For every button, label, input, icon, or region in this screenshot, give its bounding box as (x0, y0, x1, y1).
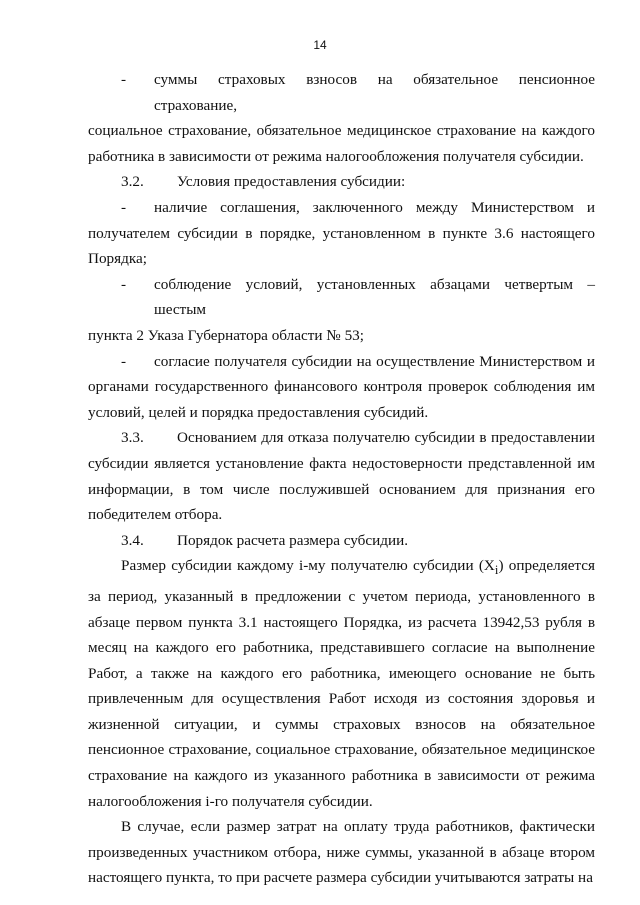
clause-number: 3.4. (121, 531, 144, 549)
clause-heading: Порядок расчета размера субсидии. (177, 531, 409, 549)
clause-number: 3.3. (121, 429, 144, 447)
clause-number: 3.2. (121, 173, 144, 191)
paragraph-continuation: пункта 2 Указа Губернатора области № 53; (88, 326, 364, 344)
list-dash: - (121, 71, 127, 88)
paragraph-continuation: социальное страхование, обязательное медицинское страхование на каждого работника в зависимости от режима налогообложения получателя субсидии. (88, 122, 595, 165)
paragraph-conditions-item (88, 272, 595, 349)
paragraph-lead: согласие получателя субсидии на осуществление Министерством и (154, 352, 595, 370)
list-dash: - (121, 275, 127, 293)
paragraph-3-3 (88, 425, 595, 527)
paragraph-lead: Основанием для отказа получателю субсидии в предоставлении (177, 429, 595, 447)
paragraph-lead: суммы страховых взносов на обязательное пенсионное страхование, (154, 71, 595, 114)
page-number: 14 (313, 38, 327, 52)
clause-heading: Условия предоставления субсидии: (177, 173, 406, 191)
subscript-i: i (494, 563, 499, 578)
paragraph-continuation: получателем субсидии в порядке, установленном в пункте 3.6 настоящего Порядка; (88, 224, 595, 268)
paragraph-consent-item (88, 349, 595, 426)
paragraph-3-4 (88, 528, 595, 554)
paragraph-continuation: органами государственного финансового контроля проверок соблюдения им условий, целей и порядка предоставления субсидий. (88, 378, 595, 421)
paragraph-premiums-item (88, 67, 595, 169)
formula-text-start: Размер субсидии каждому i-му получателю субсидии (X (121, 557, 495, 575)
list-dash: - (121, 352, 127, 370)
paragraph-final: В случае, если размер затрат на оплату труда работников, фактически произведенных участником отбора, ниже суммы, указанной в абзаце втором настоящего пункта, то при расчете размера субсидии учитываются затраты на (88, 818, 595, 887)
paragraph-lead: соблюдение условий, установленных абзацами четвертым – шестым (154, 275, 595, 319)
list-dash: - (121, 198, 127, 216)
paragraph-3-2 (88, 169, 595, 195)
paragraph-lead: наличие соглашения, заключенного между Министерством и (154, 198, 595, 216)
document-body (88, 67, 595, 891)
paragraph-subsidy-amount (88, 553, 595, 814)
paragraph-continuation: субсидии является установление факта недостоверности представленной им информации, в том числе послужившей основанием для признания его победителем отбора. (88, 454, 595, 524)
formula-text-rest: ) определяется за период, указанный в предложении с учетом периода, установленного в абзаце первом пункта 3.1 настоящего Порядка, из расчета 13942,53 рубля в месяц на каждого его работника, представившего согласие на выполнение Работ, а также на каждого его работника, имеющего основание не быть привлеченным для осуществления Работ исходя из состояния здоровья и жизненной ситуации, и суммы страховых взносов на обязательное пенсионное страхование, социальное страхование, обязательное медицинское страхование на каждого из указанного работника в зависимости от режима налогообложения i-го получателя субсидии. (88, 557, 595, 810)
paragraph-agreement-item (88, 195, 595, 272)
